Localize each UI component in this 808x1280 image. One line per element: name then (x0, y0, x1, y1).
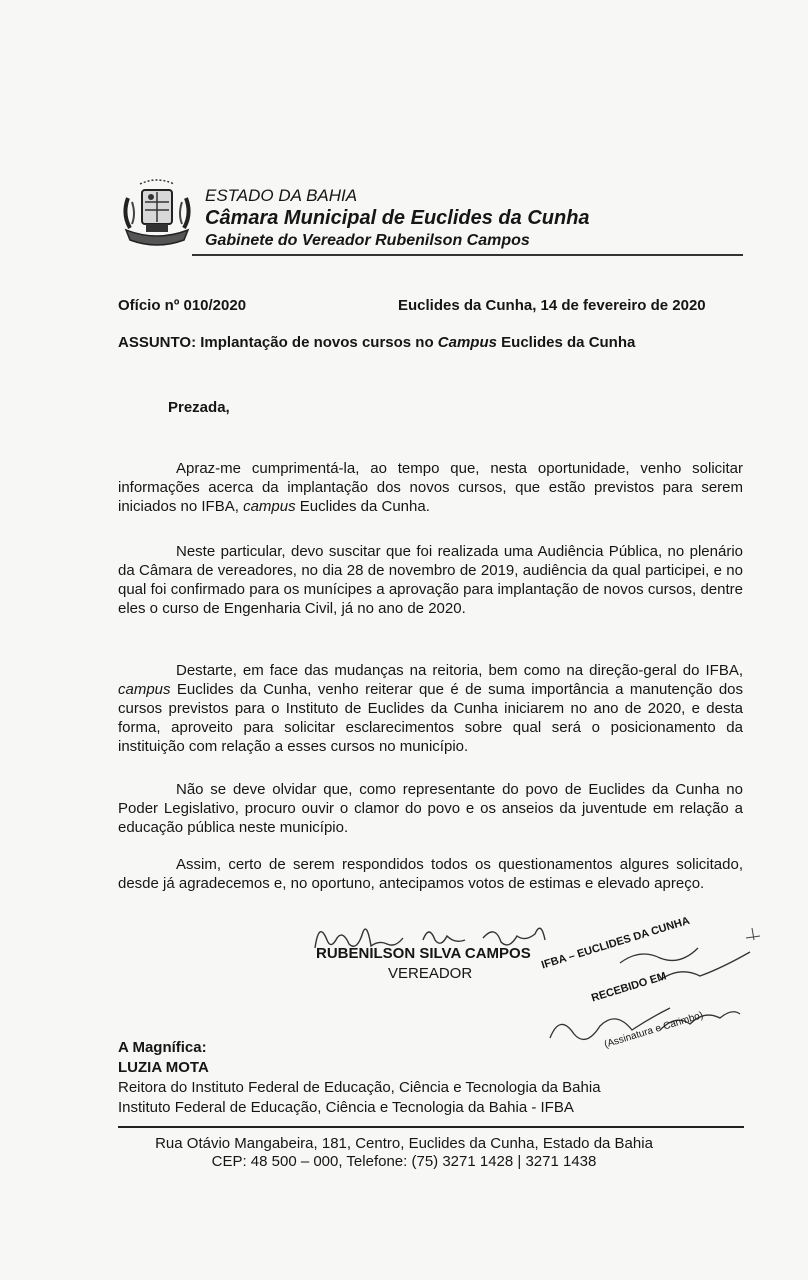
footer-contact: CEP: 48 500 – 000, Telefone: (75) 3271 1428 | 3271 1438 (211, 1153, 597, 1170)
recipient-label: A Magnífica: (118, 1039, 207, 1056)
paragraph-text: Apraz-me cumprimentá-la, ao tempo que, nesta oportunidade, venho solicitar informações acerca da implantação dos novos cursos, que estão previstos para serem iniciados no IFBA, (118, 460, 743, 515)
body-paragraph: Assim, certo de serem respondidos todos os questionamentos algures solicitado, desde já agradecemos e, no oportuno, antecipamos votos de estimas e elevado apreço. (118, 856, 743, 892)
body-paragraph (118, 661, 743, 756)
subject-line (118, 334, 635, 351)
paragraph-italic: campus (243, 498, 296, 515)
footer-divider (118, 1126, 744, 1128)
subject-text: Implantação de novos cursos no (200, 334, 434, 351)
paragraph-text: Destarte, em face das mudanças na reitoria, bem como na direção-geral do IFBA, (176, 662, 743, 679)
document-number: Ofício nº 010/2020 (118, 297, 247, 314)
recipient-name: LUZIA MOTA (118, 1059, 209, 1076)
body-paragraph (118, 459, 743, 516)
footer-address: Rua Otávio Mangabeira, 181, Centro, Euclides da Cunha, Estado da Bahia (155, 1135, 653, 1152)
letterhead-office: Gabinete do Vereador Rubenilson Campos (205, 232, 530, 249)
place-date: Euclides da Cunha, 14 de fevereiro de 2020 (398, 297, 706, 314)
recipient-title: Reitora do Instituto Federal de Educação, Ciência e Tecnologia da Bahia (118, 1079, 601, 1096)
received-stamp-handwriting (540, 918, 770, 1068)
paragraph-text: Euclides da Cunha, venho reiterar que é de suma importância a manutenção dos cursos previstos para o Instituto de Euclides da Cunha iniciarem no ano de 2020, e desta forma, aproveito para solicitar esclarecimentos sobre qual será o posicionamento da instituição com relação a esses cursos no município. (118, 681, 743, 755)
stamp-received: RECEBIDO EM (590, 970, 668, 1005)
letterhead-chamber: Câmara Municipal de Euclides da Cunha (205, 207, 590, 229)
body-paragraph: Neste particular, devo suscitar que foi realizada uma Audiência Pública, no plenário da Câmara de vereadores, no dia 28 de novembro de 2019, audiência da qual participei, e no qual foi confirmado para os munícipes a aprovação para implantação de novos cursos, dentre eles o curso de Engenharia Civil, já no ano de 2020. (118, 543, 743, 617)
letterhead-divider (192, 254, 743, 256)
stamp-caption: (Assinatura e Carimbo) (603, 1009, 705, 1051)
stamp-institution: IFBA – EUCLIDES DA CUNHA (540, 914, 692, 972)
body-paragraph: Não se deve olvidar que, como representante do povo de Euclides da Cunha no Poder Legislativo, procuro ouvir o clamor do povo e os anseios da juventude em relação a educação pública neste município. (118, 781, 743, 836)
signer-name: RUBENILSON SILVA CAMPOS (316, 945, 531, 962)
municipal-coat-of-arms-icon (118, 178, 196, 250)
salutation: Prezada, (168, 399, 230, 416)
paragraph-italic: campus (118, 681, 171, 698)
signer-role: VEREADOR (388, 965, 473, 982)
subject-italic: Campus (437, 334, 497, 351)
paragraph-text: Euclides da Cunha. (299, 498, 430, 515)
letterhead-state: ESTADO DA BAHIA (205, 186, 358, 205)
subject-label: ASSUNTO: (118, 334, 197, 351)
recipient-institution: Instituto Federal de Educação, Ciência e Tecnologia da Bahia - IFBA (118, 1099, 574, 1116)
subject-text-end: Euclides da Cunha (501, 334, 636, 351)
